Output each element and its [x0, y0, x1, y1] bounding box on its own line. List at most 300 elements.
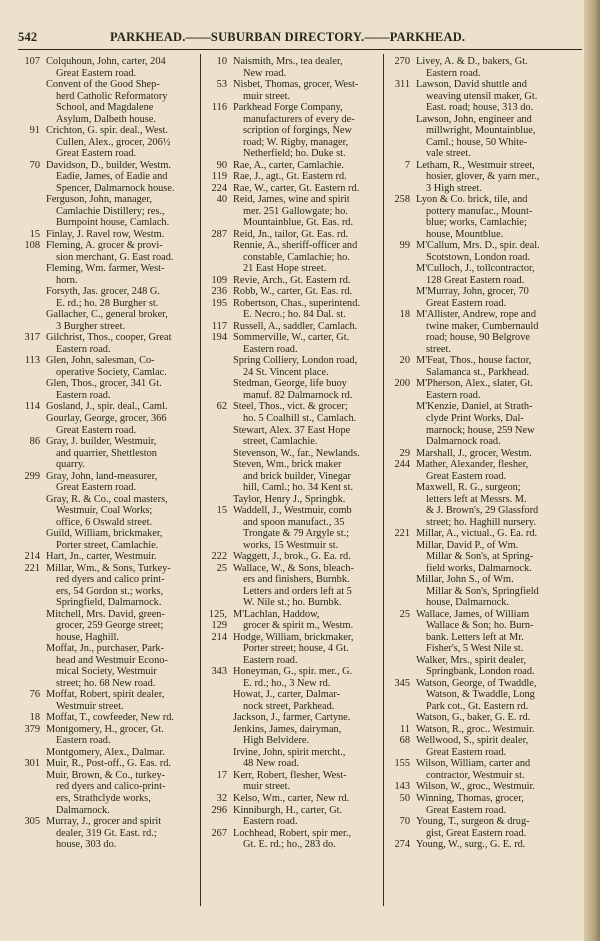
entry-text: [388, 781, 566, 793]
entry-line: marnock; house, 259 New: [426, 424, 535, 436]
entry-line: E. rd.; ho. 28 Burgher st.: [56, 297, 159, 309]
entry-text: [388, 793, 566, 816]
directory-entry: [18, 194, 194, 229]
entry-text: [205, 401, 381, 424]
entry-number: 155: [394, 758, 410, 770]
entry-number: 15: [29, 228, 40, 240]
directory-entry: [18, 286, 194, 309]
entry-line: Gosland, J., spir. deal., Caml.: [46, 401, 168, 413]
entry-text: [388, 355, 566, 378]
entry-line: Lawson, David shuttle and: [416, 79, 527, 91]
directory-entry: [18, 563, 194, 609]
directory-entry: [388, 378, 566, 401]
entry-line: E. rd.; ho., 3 New rd.: [243, 677, 331, 689]
entry-number: 274: [394, 839, 410, 851]
entry-text: [205, 79, 381, 102]
directory-entry: [205, 229, 381, 241]
entry-text: [18, 401, 194, 413]
directory-entry: [18, 309, 194, 332]
directory-entry: [205, 459, 381, 494]
entry-line: Fisher's, 5 West Nile st.: [426, 643, 524, 655]
entry-text: [18, 643, 194, 689]
entry-line: Caml.; house, 50 White-: [426, 136, 528, 148]
entry-text: [388, 758, 566, 781]
entry-number: 7: [404, 159, 410, 171]
directory-entry: [205, 79, 381, 102]
entry-number: 70: [29, 159, 40, 171]
entry-line: Rae, J., agt., Gt. Eastern rd.: [233, 171, 347, 183]
entry-text: [18, 309, 194, 332]
entry-line: M'Pherson, Alex., slater, Gt.: [416, 378, 533, 390]
entry-line: grocer & spirit m., Westm.: [243, 620, 354, 632]
entry-number: 17: [216, 769, 227, 781]
entry-line: Lyon & Co. brick, tile, and: [416, 194, 528, 206]
entry-number: 267: [211, 827, 227, 839]
entry-line: School, and Magdalene: [56, 102, 154, 114]
entry-line: Eastern road.: [56, 735, 111, 747]
directory-entry: [205, 505, 381, 551]
book-binding-edge: [584, 0, 600, 941]
entry-line: Gray, John, land-measurer,: [46, 470, 158, 482]
entry-line: contractor, Westmuir st.: [426, 769, 525, 781]
directory-entry: [18, 355, 194, 378]
entry-text: [205, 828, 381, 851]
entry-line: Eastern road.: [243, 343, 298, 355]
entry-line: 3 Burgher street.: [56, 320, 126, 332]
entry-text: [205, 563, 381, 609]
directory-entry: [18, 436, 194, 471]
entry-text: [388, 816, 566, 839]
entry-text: [18, 816, 194, 851]
entry-number: 99: [399, 240, 410, 252]
entry-line: Glen, Thos., grocer, 341 Gt.: [46, 378, 162, 390]
entry-text: [388, 712, 566, 724]
entry-line: Millar, David P., of Wm.: [416, 539, 519, 551]
entry-line: Eastern road.: [426, 389, 481, 401]
entry-line: Westmuir street.: [56, 700, 124, 712]
entry-line: Burnpoint house, Camlach.: [56, 217, 170, 229]
entry-line: & J. Brown's, 29 Glassford: [426, 505, 539, 517]
directory-entry: [205, 56, 381, 79]
entry-line: Fleming, Wm. farmer, West-: [46, 263, 165, 275]
entry-line: Gilchrist, Thos., cooper, Great: [46, 332, 172, 344]
entry-number: 32: [216, 793, 227, 804]
entry-text: [18, 563, 194, 609]
entry-line: bank. Letters left at Mr.: [426, 631, 524, 643]
entry-text: [388, 839, 566, 851]
entry-line: Jenkins, James, dairyman,: [233, 723, 342, 735]
entry-number: 76: [29, 689, 40, 701]
entry-text: [205, 770, 381, 793]
entry-line: Stevenson, W., far., Newlands.: [233, 447, 360, 459]
entry-line: Watson, George, of Twaddle,: [416, 677, 537, 689]
entry-number: 221: [24, 562, 40, 574]
entry-line: street, Camlachie.: [243, 436, 318, 448]
entry-line: hosier, glover, & yarn mer.,: [426, 171, 540, 183]
entry-line: gist, Great Eastern road.: [426, 827, 527, 839]
entry-line: Wallace, W., & Sons, bleach-: [233, 562, 354, 574]
entry-line: Robertson, Chas., superintend.: [233, 297, 360, 309]
running-title: PARKHEAD.——SUBURBAN DIRECTORY.——PARKHEAD.: [110, 30, 466, 44]
directory-entry: [388, 678, 566, 713]
directory-column-2: [205, 56, 381, 906]
entry-text: [205, 712, 381, 724]
entry-line: Camlachie Distillery; res.,: [56, 205, 165, 217]
entry-line: Millar, Wm., & Sons, Turkey-: [46, 562, 171, 574]
entry-line: M'Lachlan, Haddow,: [233, 608, 320, 620]
entry-line: Irvine, John, spirit mercht.,: [233, 746, 346, 758]
entry-line: M'Kenzie, Daniel, at Strath-: [416, 401, 533, 413]
page-number: 542: [18, 30, 38, 44]
entry-line: Millar, A., victual., G. Ea. rd.: [416, 528, 538, 540]
directory-entry: [205, 609, 381, 632]
entry-line: house, Dalmarnock.: [426, 597, 510, 609]
entry-line: Honeyman, G., spir. mer., G.: [233, 666, 353, 678]
entry-line: Great Eastern road.: [426, 297, 507, 309]
entry-text: [18, 724, 194, 747]
entry-line: Watson, & Twaddle, Long: [426, 689, 535, 701]
entry-number: 119: [211, 171, 227, 183]
directory-entry: [388, 194, 566, 240]
entry-line: operative Society, Camlac.: [56, 366, 167, 378]
entry-text: [18, 770, 194, 816]
entry-number: 107: [24, 56, 40, 67]
entry-number: 143: [394, 781, 410, 793]
entry-line: Eastern road.: [426, 67, 481, 79]
entry-text: [388, 482, 566, 528]
entry-line: Montgomery, Alex., Dalmar.: [46, 746, 165, 758]
directory-entry: [18, 471, 194, 494]
entry-line: clyde Print Works, Dal-: [426, 412, 524, 424]
entry-line: Eadie, James, of Eadie and: [56, 171, 168, 183]
directory-entry: [205, 275, 381, 287]
entry-line: Nisbet, Thomas, grocer, West-: [233, 79, 359, 91]
entry-line: Springbank, London road.: [426, 666, 535, 678]
directory-entry: [205, 494, 381, 506]
entry-line: Crichton, G. spir. deal., West.: [46, 125, 168, 137]
entry-line: Taylor, Henry J., Springbk.: [233, 493, 346, 505]
entry-number: 236: [211, 286, 227, 298]
directory-entry: [18, 263, 194, 286]
entry-line: vale street.: [426, 148, 471, 160]
entry-text: [205, 609, 381, 632]
entry-text: [388, 678, 566, 713]
entry-number: 311: [394, 79, 410, 91]
directory-entry: [205, 194, 381, 229]
entry-line: Wellwood, S., spirit dealer,: [416, 735, 529, 747]
directory-entry: [388, 781, 566, 793]
entry-line: sion merchant, G. East road.: [56, 251, 174, 263]
entry-line: nock street, Parkhead.: [243, 700, 335, 712]
entry-line: works, 15 Westmuir st.: [243, 539, 339, 551]
entry-text: [205, 448, 381, 460]
entry-number: 15: [216, 505, 227, 517]
entry-line: Steel, Thos., vict. & grocer;: [233, 401, 348, 413]
entry-text: [18, 747, 194, 759]
entry-line: East. road; house, 313 do.: [426, 102, 534, 114]
entry-number: 343: [211, 666, 227, 678]
directory-entry: [205, 689, 381, 712]
entry-line: Wallace, James, of William: [416, 608, 530, 620]
entry-line: M'Feat, Thos., house factor,: [416, 355, 532, 367]
entry-text: [205, 355, 381, 378]
entry-line: Jackson, J., farmer, Cartyne.: [233, 712, 351, 724]
entry-line: Parkhead Forge Company,: [233, 102, 343, 114]
directory-entry: [18, 229, 194, 241]
entry-line: Moffat, T., cowfeeder, New rd.: [46, 712, 174, 724]
entry-number: 91: [29, 125, 40, 137]
entry-line: field works, Dalmarnock.: [426, 562, 532, 574]
entry-number: 125, 129: [208, 608, 227, 632]
entry-line: and quarrier, Shettleston: [56, 447, 157, 459]
entry-line: Ferguson, John, manager,: [46, 194, 152, 206]
entry-line: Young, T., surgeon & drug-: [416, 816, 530, 828]
entry-line: Trongate & 79 Argyle st.;: [243, 528, 350, 540]
directory-entry: [18, 125, 194, 160]
entry-number: 68: [399, 735, 410, 747]
directory-entry: [388, 79, 566, 114]
entry-number: 40: [216, 194, 227, 206]
entry-line: Muir, Brown, & Co., turkey-: [46, 769, 166, 781]
directory-entry: [388, 816, 566, 839]
entry-number: 86: [29, 436, 40, 448]
directory-entry: [18, 56, 194, 79]
entry-line: Reid, Jn., tailor, Gt. Eas. rd.: [233, 228, 349, 240]
entry-line: Walker, Mrs., spirit dealer,: [416, 654, 527, 666]
directory-entry: [205, 240, 381, 275]
entry-line: pottery manufac., Mount-: [426, 205, 533, 217]
directory-entry: [18, 758, 194, 770]
entry-text: [18, 125, 194, 160]
entry-line: mer. 251 Gallowgate; ho.: [243, 205, 348, 217]
entry-line: red dyers and calico-print-: [56, 781, 166, 793]
entry-text: [205, 160, 381, 172]
directory-entry: [18, 378, 194, 401]
entry-line: 24 St. Vincent place.: [243, 366, 329, 378]
entry-line: Gourlay, George, grocer, 366: [46, 412, 167, 424]
entry-number: 62: [216, 401, 227, 413]
entry-text: [18, 240, 194, 263]
entry-line: head and Westmuir Econo-: [56, 654, 168, 666]
entry-text: [205, 747, 381, 770]
entry-text: [205, 240, 381, 275]
entry-text: [18, 436, 194, 471]
entry-text: [18, 194, 194, 229]
entry-line: Lawson, John, engineer and: [416, 113, 532, 125]
column-divider: [200, 54, 201, 906]
entry-line: house, Mountblue.: [426, 228, 504, 240]
entry-text: [205, 298, 381, 321]
entry-line: Finlay, J. Ravel row, Westm.: [46, 228, 165, 240]
entry-text: [18, 758, 194, 770]
entry-text: [388, 735, 566, 758]
entry-line: Netherfield; ho. Duke st.: [243, 148, 346, 160]
entry-number: 296: [211, 804, 227, 816]
entry-line: Kinniburgh, H., carter, Gt.: [233, 804, 343, 816]
directory-entry: [18, 528, 194, 551]
entry-line: Russell, A., saddler, Camlach.: [233, 320, 358, 332]
entry-line: Dalmarnock.: [56, 804, 110, 816]
entry-line: Great Eastern road.: [426, 746, 507, 758]
entry-line: constable, Camlachie; ho.: [243, 251, 350, 263]
directory-entry: [18, 712, 194, 724]
entry-line: ers, Strathclyde works,: [56, 793, 151, 804]
entry-text: [205, 632, 381, 667]
entry-line: Millar & Son's, Springfield: [426, 585, 539, 597]
entry-text: [205, 194, 381, 229]
entry-line: Westmuir, Coal Works;: [56, 505, 153, 517]
entry-line: Rae, A., carter, Camlachie.: [233, 159, 345, 171]
entry-text: [205, 689, 381, 712]
entry-line: Marshall, J., grocer, Westm.: [416, 447, 532, 459]
entry-text: [18, 378, 194, 401]
entry-line: Watson, R., groc.. Westmuir.: [416, 723, 535, 735]
entry-text: [388, 286, 566, 309]
entry-text: [205, 551, 381, 563]
entry-line: Young, W., surg., G. E. rd.: [416, 839, 526, 851]
entry-text: [205, 666, 381, 689]
entry-text: [18, 160, 194, 195]
directory-entry: [18, 240, 194, 263]
directory-entry: [205, 448, 381, 460]
entry-number: 305: [24, 816, 40, 828]
entry-number: 224: [211, 182, 227, 194]
entry-number: 109: [211, 274, 227, 286]
entry-line: hill, Caml.; ho. 34 Kent st.: [243, 482, 354, 494]
entry-line: ers, 54 Gordon st.; works,: [56, 585, 164, 597]
entry-text: [388, 528, 566, 540]
entry-number: 258: [394, 194, 410, 206]
directory-entry: [205, 183, 381, 195]
entry-number: 379: [24, 723, 40, 735]
entry-line: and spoon manufact., 35: [243, 516, 345, 528]
entry-line: Gray, R. & Co., coal masters,: [46, 493, 168, 505]
entry-line: Gray, J. builder, Westmuir,: [46, 436, 157, 448]
entry-line: Revie, Arch., Gt. Eastern rd.: [233, 274, 351, 286]
entry-number: 116: [211, 102, 227, 114]
directory-entry: [205, 378, 381, 401]
entry-line: Great Eastern road.: [56, 67, 137, 79]
entry-line: Gallacher, C., general broker,: [46, 309, 168, 321]
entry-line: Howat, J., carter, Dalmar-: [233, 689, 341, 701]
entry-number: 25: [216, 562, 227, 574]
directory-entry: [205, 321, 381, 333]
entry-line: street; ho. Haghill nursery.: [426, 516, 536, 528]
entry-number: 200: [394, 378, 410, 390]
directory-entry: [18, 770, 194, 816]
entry-line: M'Callum, Mrs. D., spir. deal.: [416, 240, 540, 252]
directory-entry: [388, 355, 566, 378]
entry-line: Great Eastern road.: [56, 148, 137, 160]
entry-line: Sommerville, W., carter, Gt.: [233, 332, 350, 344]
directory-entry: [388, 574, 566, 609]
entry-line: Porter street, Camlachie.: [56, 539, 159, 551]
entry-line: Letham, R., Westmuir street,: [416, 159, 535, 171]
directory-entry: [388, 839, 566, 851]
entry-number: 317: [24, 332, 40, 344]
directory-entry: [205, 171, 381, 183]
entry-text: [388, 263, 566, 286]
entry-line: house, 303 do.: [56, 839, 117, 851]
directory-entry: [18, 79, 194, 125]
entry-line: Great Eastern road.: [426, 470, 507, 482]
entry-line: Millar & Son's, at Spring-: [426, 551, 534, 563]
entry-number: 194: [211, 332, 227, 344]
entry-number: 10: [216, 56, 227, 67]
directory-entry: [18, 747, 194, 759]
directory-entry: [18, 401, 194, 413]
entry-line: Moffat, Robert, spirit dealer,: [46, 689, 165, 701]
entry-line: Glen, John, salesman, Co-: [46, 355, 155, 367]
directory-entry: [18, 551, 194, 563]
entry-line: Wallace & Son; ho. Burn-: [426, 620, 534, 632]
directory-entry: [205, 563, 381, 609]
entry-number: 244: [394, 459, 410, 471]
entry-number: 50: [399, 793, 410, 804]
entry-line: High Belvidere.: [243, 735, 310, 747]
directory-entry: [388, 401, 566, 447]
directory-entry: [18, 689, 194, 712]
entry-line: millwright, Mountainblue,: [426, 125, 536, 137]
directory-entry: [388, 286, 566, 309]
entry-text: [18, 355, 194, 378]
entry-line: Steven, Wm., brick maker: [233, 459, 342, 471]
directory-entry: [205, 712, 381, 724]
entry-text: [205, 321, 381, 333]
entry-text: [388, 309, 566, 355]
entry-line: Muir, R., Post-off., G. Eas. rd.: [46, 758, 171, 770]
entry-line: Letters and orders left at 5: [243, 585, 352, 597]
entry-number: 114: [24, 401, 40, 413]
directory-column-3: [388, 56, 566, 906]
directory-entry: [388, 263, 566, 286]
entry-line: Dalmarnock road.: [426, 436, 501, 448]
directory-entry: [205, 793, 381, 805]
directory-entry: [205, 355, 381, 378]
directory-column-1: [18, 56, 194, 906]
entry-line: Great Eastern road.: [56, 482, 137, 494]
entry-line: red dyers and calico print-: [56, 574, 165, 586]
directory-entry: [205, 298, 381, 321]
entry-text: [205, 805, 381, 828]
entry-line: Millar, John S., of Wm.: [416, 574, 514, 586]
entry-text: [205, 724, 381, 747]
entry-text: [205, 505, 381, 551]
entry-number: 345: [394, 677, 410, 689]
entry-line: Stewart, Alex. 37 East Hope: [233, 424, 351, 436]
entry-line: manuf. 82 Dalmarnock rd.: [243, 389, 353, 401]
directory-entry: [388, 540, 566, 575]
entry-line: 3 High street.: [426, 182, 483, 194]
entry-line: herd Catholic Reformatory: [56, 90, 168, 102]
entry-line: Gt. E. rd.; ho., 283 do.: [243, 839, 336, 851]
entry-line: Livey, A. & D., bakers, Gt.: [416, 56, 528, 67]
entry-text: [388, 724, 566, 736]
entry-number: 113: [24, 355, 40, 367]
entry-number: 222: [211, 551, 227, 563]
entry-text: [388, 448, 566, 460]
entry-line: manufacturers of every de-: [243, 113, 355, 125]
entry-number: 25: [399, 608, 410, 620]
entry-text: [388, 56, 566, 79]
entry-text: [205, 793, 381, 805]
entry-line: Wilson, W., groc., Westmuir.: [416, 781, 535, 793]
entry-line: Maxwell, R. G., surgeon;: [416, 482, 521, 494]
directory-entry: [388, 114, 566, 160]
directory-entry: [388, 735, 566, 758]
entry-text: [205, 56, 381, 79]
entry-number: 70: [399, 816, 410, 828]
